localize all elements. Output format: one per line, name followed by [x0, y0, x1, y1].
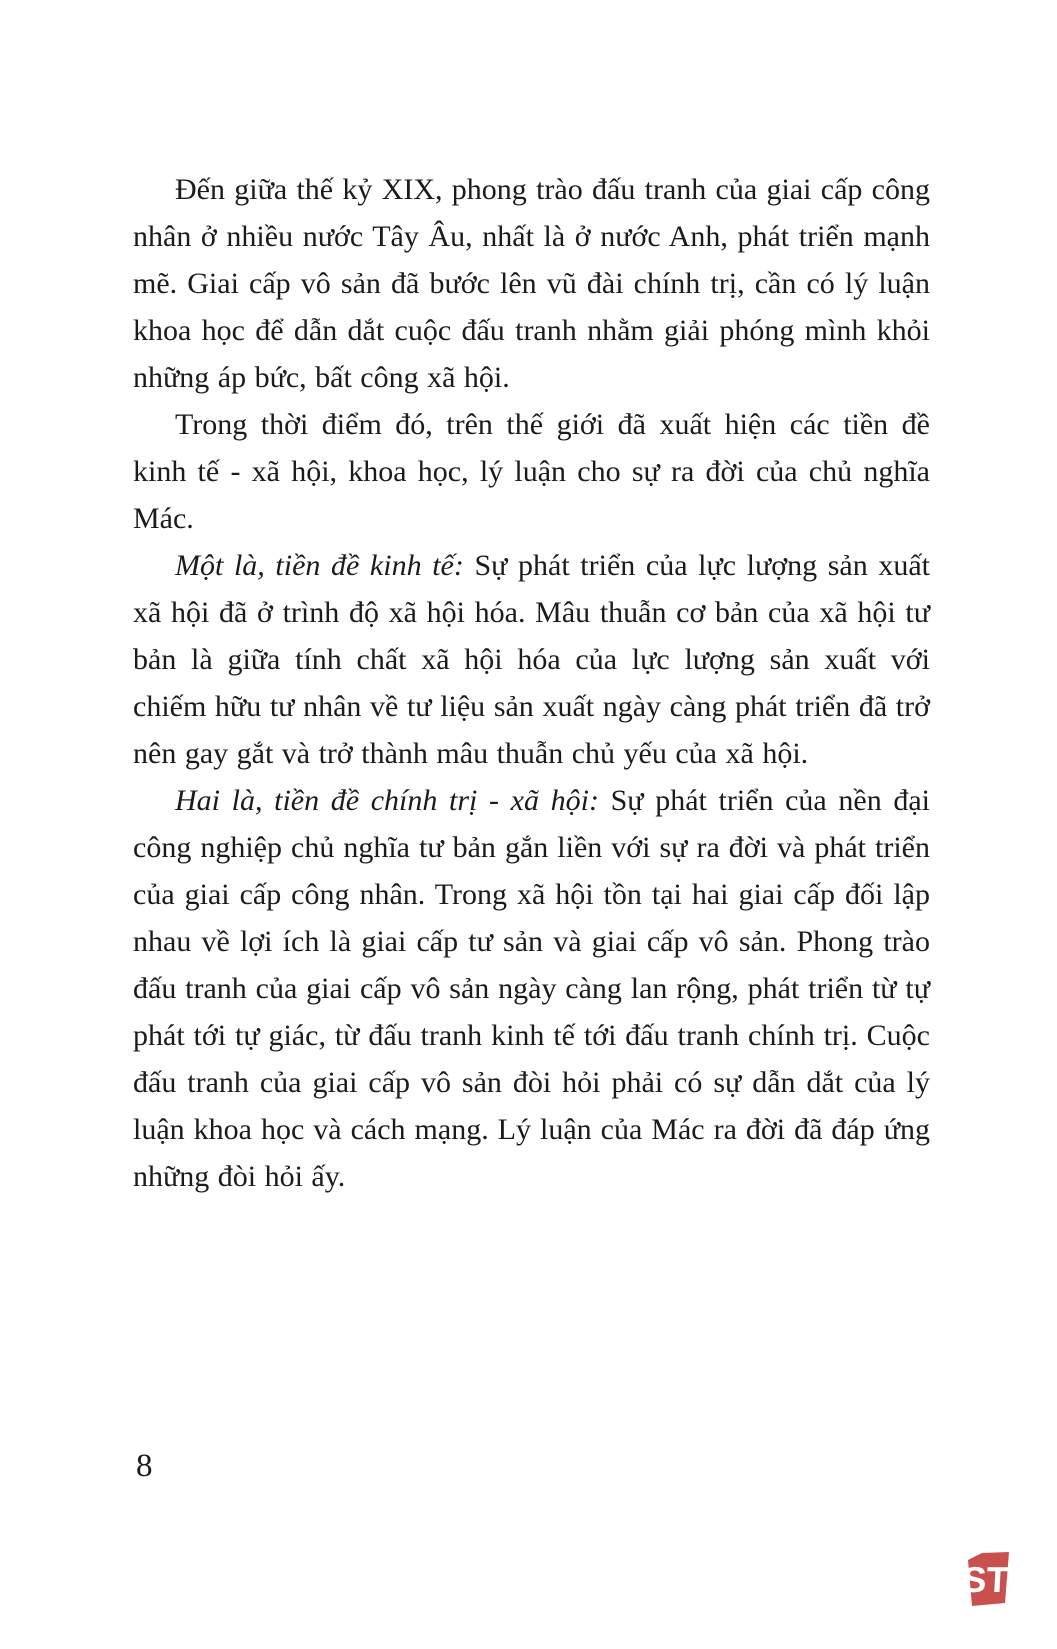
page-number: 8: [136, 1448, 153, 1484]
st-logo-text: ST: [963, 1559, 1010, 1600]
publisher-logo: [963, 1551, 1011, 1607]
body-text: [133, 166, 930, 1200]
paragraph-3-text: Sự phát triển của lực lượng sản xuất xã hội đã ở trình độ xã hội hóa. Mâu thuẫn cơ bản của xã hội tư bản là giữa tính chất xã hội hóa của lực lượng sản xuất với chiếm hữu tư nhân về tư liệu sản xuất ngày càng phát triển đã trở nên gay gắt và trở thành mâu thuẫn chủ yếu của xã hội.: [133, 549, 930, 770]
paragraph-1: [133, 166, 930, 401]
paragraph-3-lead: Một là, tiền đề kinh tế:: [175, 549, 464, 582]
paragraph-4-text: Sự phát triển của nền đại công nghiệp chủ nghĩa tư bản gắn liền với sự ra đời và phát triển của giai cấp công nhân. Trong xã hội tồn tại hai giai cấp đối lập nhau về lợi ích là giai cấp tư sản và giai cấp vô sản. Phong trào đấu tranh của giai cấp vô sản ngày càng lan rộng, phát triển từ tự phát tới tự giác, từ đấu tranh kinh tế tới đấu tranh chính trị. Cuộc đấu tranh của giai cấp vô sản đòi hỏi phải có sự dẫn dắt của lý luận khoa học và cách mạng. Lý luận của Mác ra đời đã đáp ứng những đòi hỏi ấy.: [133, 784, 931, 1193]
st-logo-icon: [963, 1551, 1011, 1607]
paragraph-4: [133, 777, 930, 1200]
paragraph-3: [133, 542, 930, 777]
paragraph-2: [133, 401, 930, 542]
paragraph-2-text: Trong thời điểm đó, trên thế giới đã xuất hiện các tiền đề kinh tế - xã hội, khoa học, lý luận cho sự ra đời của chủ nghĩa Mác.: [133, 408, 930, 535]
paragraph-4-lead: Hai là, tiền đề chính trị - xã hội:: [175, 784, 599, 817]
paragraph-1-text: Đến giữa thế kỷ XIX, phong trào đấu tranh của giai cấp công nhân ở nhiều nước Tây Âu, nhất là ở nước Anh, phát triển mạnh mẽ. Giai cấp vô sản đã bước lên vũ đài chính trị, cần có lý luận khoa học để dẫn dắt cuộc đấu tranh nhằm giải phóng mình khỏi những áp bức, bất công xã hội.: [133, 173, 930, 394]
